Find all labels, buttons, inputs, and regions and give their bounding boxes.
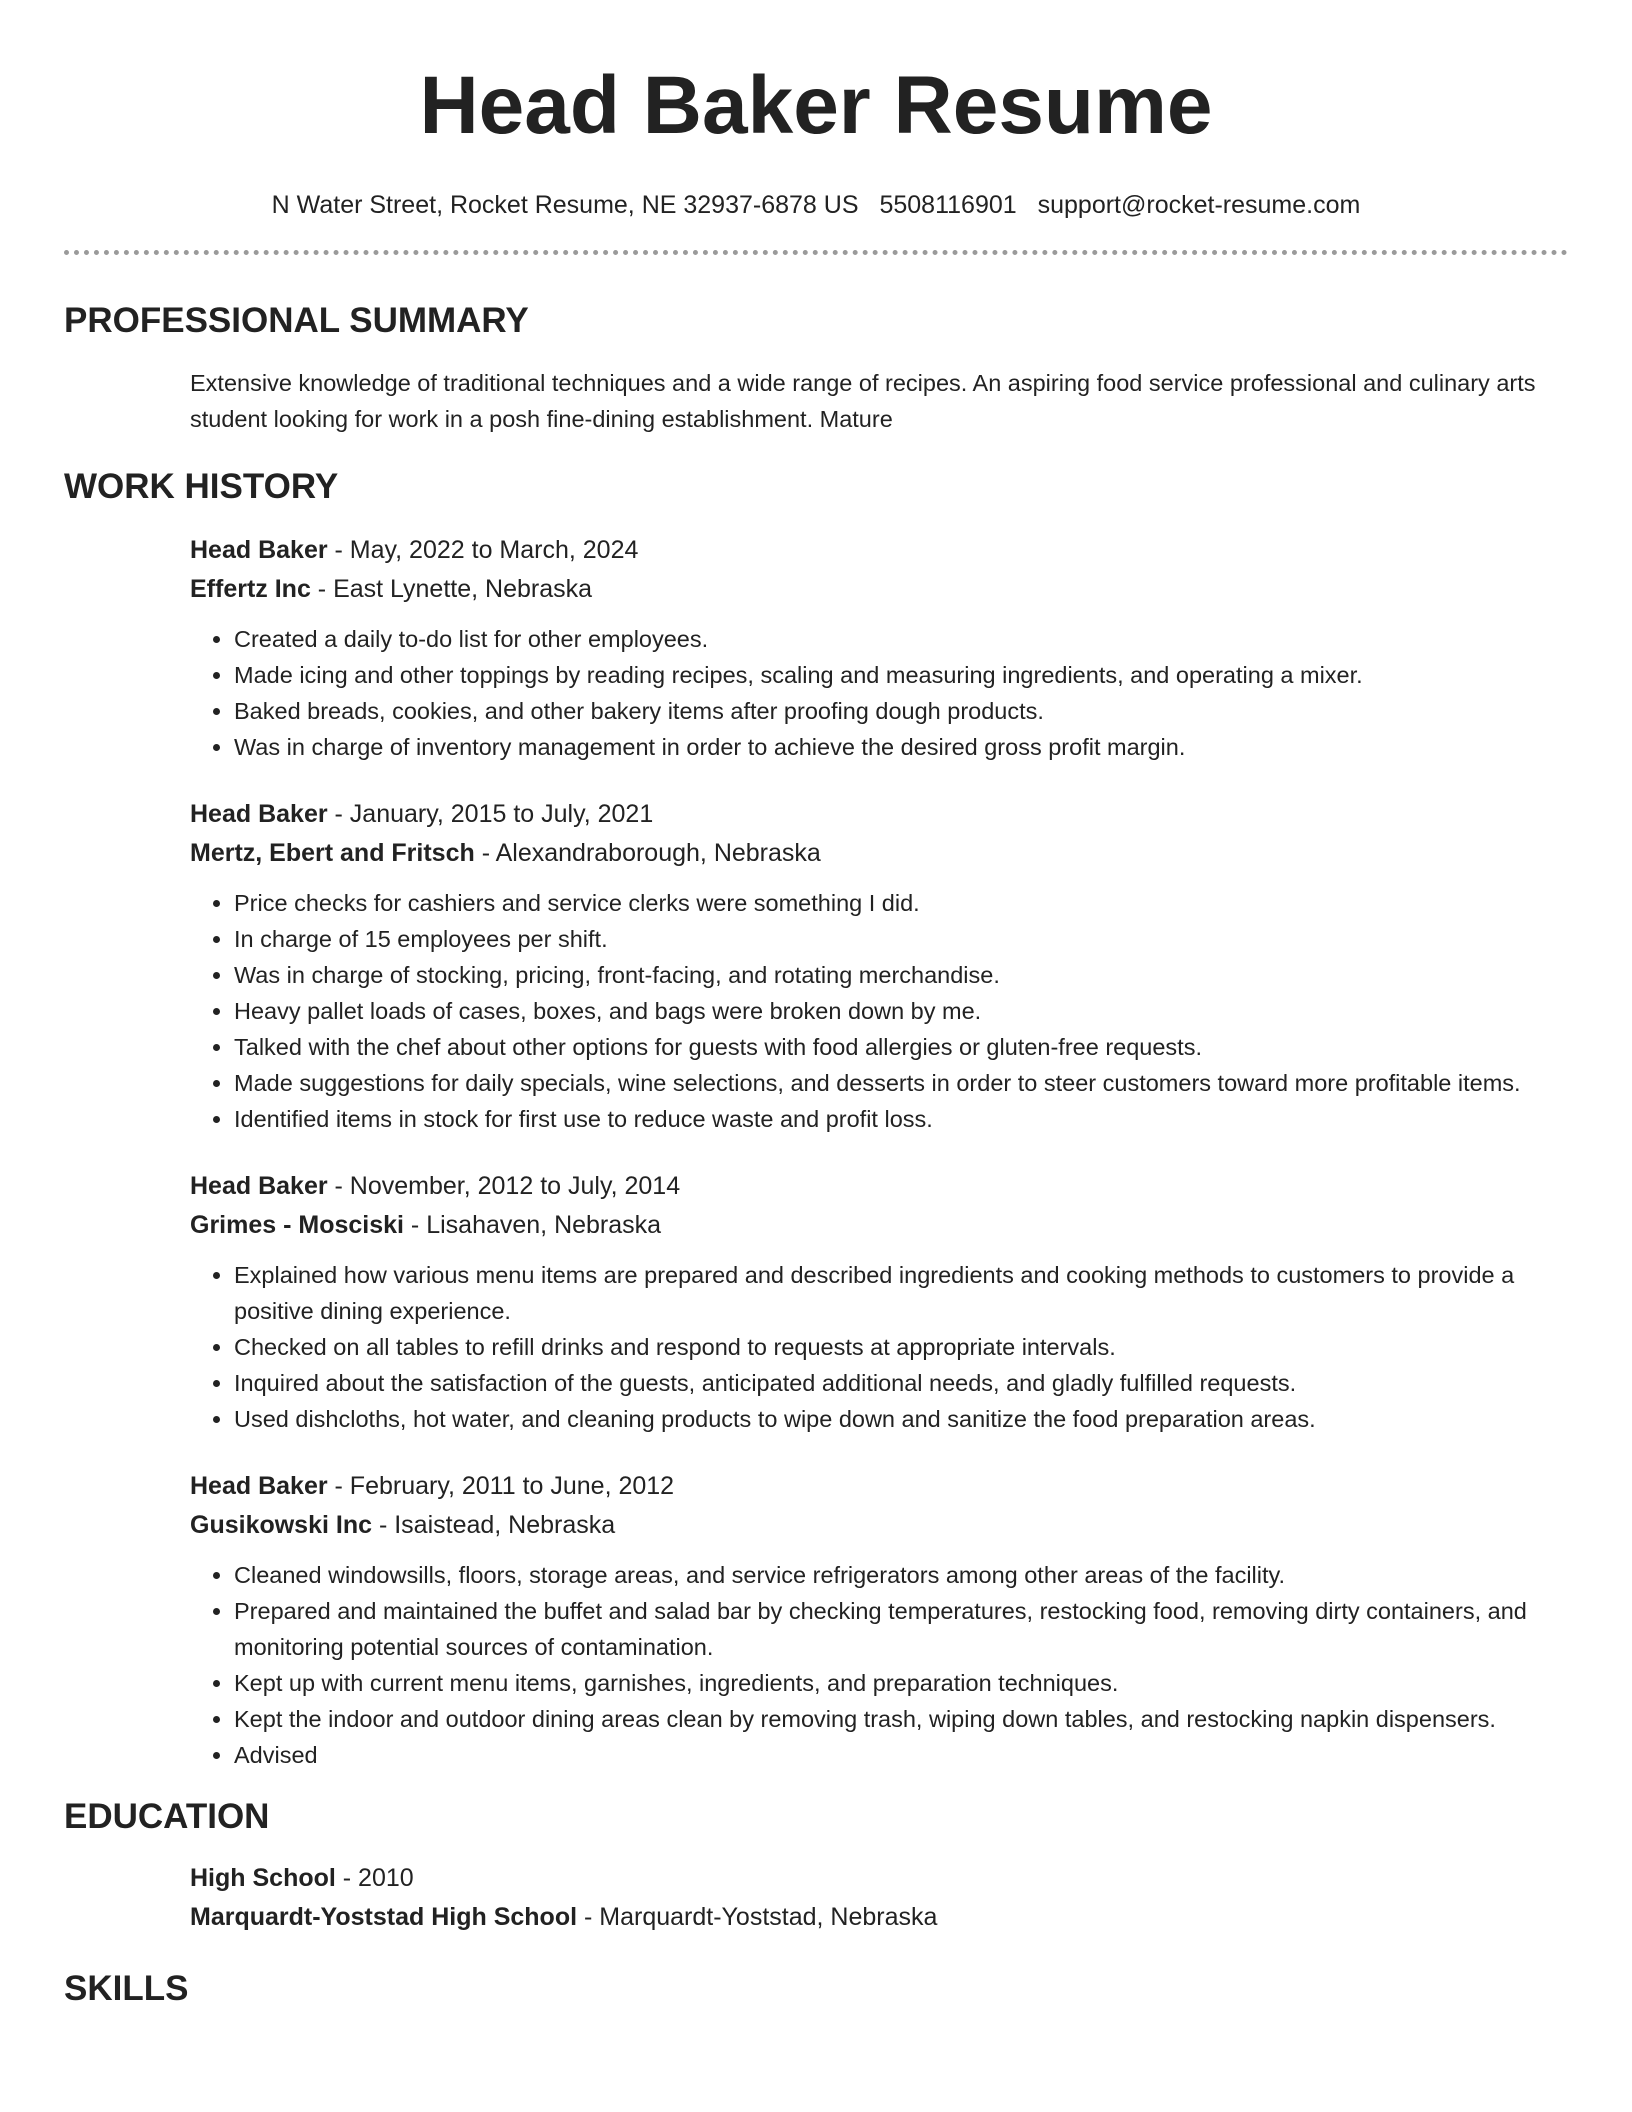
education-degree-line [190,1859,1568,1898]
job-role: Head Baker [190,1172,328,1200]
job-company-line [190,1206,1568,1245]
job-entry [64,1467,1568,1773]
list-item: • Identified items in stock for first use to reduce waste and profit loss. [234,1101,1568,1137]
list-item: • Created a daily to-do list for other employees. [234,621,1568,657]
job-title-line [190,1167,1568,1206]
list-item: • Cleaned windowsills, floors, storage areas, and service refrigerators among other areas of the facility. [234,1557,1568,1593]
list-item: • Talked with the chef about other options for guests with food allergies or gluten-free requests. [234,1029,1568,1065]
job-company: Mertz, Ebert and Fritsch [190,839,475,867]
job-entry [64,531,1568,765]
list-item: • Was in charge of inventory management in order to achieve the desired gross profit margin. [234,729,1568,765]
education-year: - 2010 [335,1864,414,1892]
job-role: Head Baker [190,536,328,564]
job-title-line [190,531,1568,570]
education-entry [64,1859,1568,1937]
education-degree: High School [190,1864,336,1892]
job-entry [64,1167,1568,1437]
job-company: Effertz Inc [190,575,311,603]
list-item: • Baked breads, cookies, and other bakery items after proofing dough products. [234,693,1568,729]
job-dates: - February, 2011 to June, 2012 [327,1472,675,1500]
list-item: • Prepared and maintained the buffet and salad bar by checking temperatures, restocking food, removing dirty containers, and monitoring potential sources of contamination. [234,1593,1568,1665]
list-item: • Kept up with current menu items, garnishes, ingredients, and preparation techniques. [234,1665,1568,1701]
job-title-line [190,1467,1568,1506]
job-company-line [190,570,1568,609]
list-item: • Kept the indoor and outdoor dining areas clean by removing trash, wiping down tables, and restocking napkin dispensers. [234,1701,1568,1737]
list-item: • Made suggestions for daily specials, wine selections, and desserts in order to steer customers toward more profitable items. [234,1065,1568,1101]
job-dates: - November, 2012 to July, 2014 [327,1172,681,1200]
job-title-line [190,795,1568,834]
contact-line [64,188,1568,222]
education-school-line [190,1898,1568,1937]
list-item: • Price checks for cashiers and service clerks were something I did. [234,885,1568,921]
job-location: - East Lynette, Nebraska [310,575,593,603]
list-item: • In charge of 15 employees per shift. [234,921,1568,957]
list-item: • Checked on all tables to refill drinks and respond to requests at appropriate intervals. [234,1329,1568,1365]
job-dates: - May, 2022 to March, 2024 [327,536,639,564]
list-item: • Used dishcloths, hot water, and cleaning products to wipe down and sanitize the food preparation areas. [234,1401,1568,1437]
job-company-line [190,1506,1568,1545]
summary-text: Extensive knowledge of traditional techniques and a wide range of recipes. An aspiring food service professional and culinary arts student looking for work in a posh fine-dining establishment. Mature [190,370,1536,432]
job-company: Gusikowski Inc [190,1511,373,1539]
section-title-summary: PROFESSIONAL SUMMARY [64,301,529,340]
job-bullets [190,1557,1568,1773]
job-location: - Isaistead, Nebraska [372,1511,616,1539]
list-item: • Explained how various menu items are prepared and described ingredients and cooking methods to customers to provide a positive dining experience. [234,1257,1568,1329]
header-divider [64,250,1568,255]
job-company: Grimes - Mosciski [190,1211,404,1239]
job-role: Head Baker [190,800,328,828]
job-dates: - January, 2015 to July, 2021 [327,800,654,828]
job-bullets [190,885,1568,1137]
job-role: Head Baker [190,1472,328,1500]
job-bullets [190,621,1568,765]
contact-address: N Water Street, Rocket Resume, NE 32937-6878 US [271,191,859,219]
list-item: • Inquired about the satisfaction of the guests, anticipated additional needs, and gladly fulfilled requests. [234,1365,1568,1401]
education-school: Marquardt-Yoststad High School [190,1903,578,1931]
section-title-education: EDUCATION [64,1797,270,1836]
contact-email: support@rocket-resume.com [1037,191,1361,219]
job-company-line [190,834,1568,873]
section-title-skills: SKILLS [64,1969,189,2008]
job-location: - Alexandraborough, Nebraska [474,839,821,867]
resume-title: Head Baker Resume [419,60,1213,151]
job-location: - Lisahaven, Nebraska [403,1211,662,1239]
list-item: • Advised [234,1737,1568,1773]
section-title-work: WORK HISTORY [64,467,339,506]
job-entry [64,795,1568,1137]
contact-phone: 5508116901 [879,191,1017,219]
list-item: • Was in charge of stocking, pricing, front-facing, and rotating merchandise. [234,957,1568,993]
list-item: • Heavy pallet loads of cases, boxes, and bags were broken down by me. [234,993,1568,1029]
job-bullets [190,1257,1568,1437]
list-item: • Made icing and other toppings by reading recipes, scaling and measuring ingredients, and operating a mixer. [234,657,1568,693]
education-location: - Marquardt-Yoststad, Nebraska [577,1903,938,1931]
